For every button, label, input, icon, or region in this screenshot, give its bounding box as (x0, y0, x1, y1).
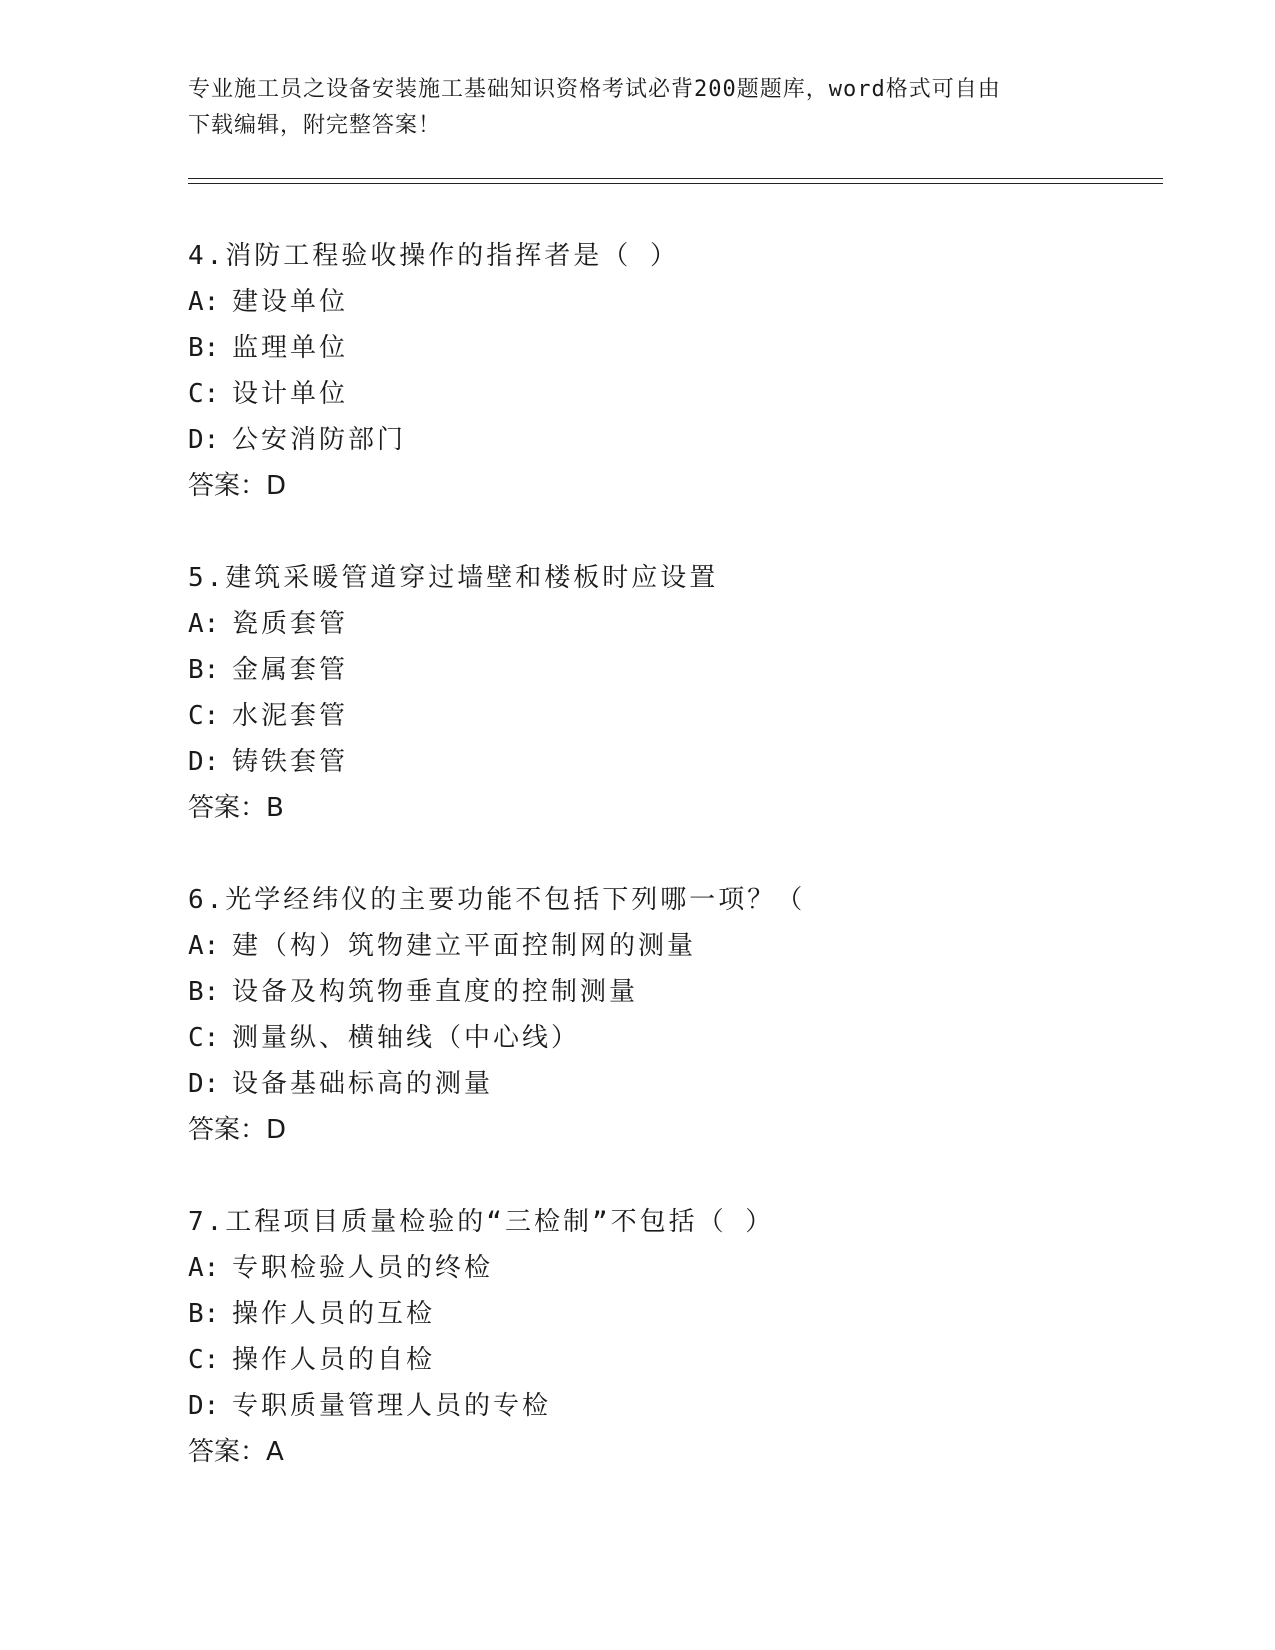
option-text: 铸铁套管 (232, 747, 349, 777)
option-letter: B: (188, 655, 220, 685)
option-letter: D: (188, 1069, 220, 1099)
answer-line: 答案：D (188, 1115, 287, 1145)
question-4 (188, 233, 1168, 509)
option-b (188, 1291, 1168, 1337)
option-a (188, 601, 1168, 647)
option-letter: C: (188, 1023, 220, 1053)
option-letter: B: (188, 333, 220, 363)
option-text: 操作人员的自检 (232, 1345, 436, 1375)
option-c (188, 1337, 1168, 1383)
header-divider-top (188, 178, 1163, 179)
option-letter: A: (188, 931, 220, 961)
question-7 (188, 1199, 1168, 1475)
question-stem: 7.工程项目质量检验的“三检制”不包括（ ） (188, 1207, 775, 1237)
option-c (188, 1015, 1168, 1061)
option-b (188, 647, 1168, 693)
question-stem: 4.消防工程验收操作的指挥者是（ ） (188, 241, 679, 271)
question-6 (188, 877, 1168, 1153)
option-letter: A: (188, 1253, 220, 1283)
option-text: 设计单位 (232, 379, 349, 409)
question-stem: 5.建筑采暖管道穿过墙壁和楼板时应设置 (188, 563, 719, 593)
option-a (188, 1245, 1168, 1291)
option-letter: D: (188, 425, 220, 455)
option-c (188, 371, 1168, 417)
option-text: 金属套管 (232, 655, 349, 685)
answer-line: 答案：D (188, 471, 287, 501)
option-letter: A: (188, 287, 220, 317)
option-letter: B: (188, 1299, 220, 1329)
option-letter: D: (188, 747, 220, 777)
option-d (188, 417, 1168, 463)
question-5 (188, 555, 1168, 831)
option-letter: C: (188, 1345, 220, 1375)
option-text: 水泥套管 (232, 701, 349, 731)
option-a (188, 279, 1168, 325)
option-text: 专职质量管理人员的专检 (232, 1391, 552, 1421)
option-d (188, 1383, 1168, 1429)
option-letter: C: (188, 701, 220, 731)
option-letter: D: (188, 1391, 220, 1421)
option-text: 专职检验人员的终检 (232, 1253, 494, 1283)
header-line-2: 下载编辑，附完整答案！ (188, 113, 442, 138)
header-divider-bottom (188, 183, 1163, 184)
option-text: 设备基础标高的测量 (232, 1069, 494, 1099)
answer-line: 答案：A (188, 1437, 284, 1467)
option-text: 操作人员的互检 (232, 1299, 436, 1329)
answer-line: 答案：B (188, 793, 284, 823)
option-text: 公安消防部门 (232, 425, 407, 455)
header-line-1: 专业施工员之设备安装施工基础知识资格考试必背200题题库，word格式可自由 (188, 77, 1001, 102)
option-b (188, 325, 1168, 371)
option-a (188, 923, 1168, 969)
option-c (188, 693, 1168, 739)
option-text: 监理单位 (232, 333, 349, 363)
option-b (188, 969, 1168, 1015)
option-letter: A: (188, 609, 220, 639)
option-text: 建（构）筑物建立平面控制网的测量 (232, 931, 697, 961)
option-letter: C: (188, 379, 220, 409)
option-text: 瓷质套管 (232, 609, 349, 639)
option-text: 设备及构筑物垂直度的控制测量 (232, 977, 639, 1007)
option-letter: B: (188, 977, 220, 1007)
document-header (188, 72, 1088, 144)
option-text: 建设单位 (232, 287, 349, 317)
option-d (188, 1061, 1168, 1107)
option-d (188, 739, 1168, 785)
question-stem: 6.光学经纬仪的主要功能不包括下列哪一项？（ (188, 885, 806, 915)
option-text: 测量纵、横轴线（中心线） (232, 1023, 581, 1053)
